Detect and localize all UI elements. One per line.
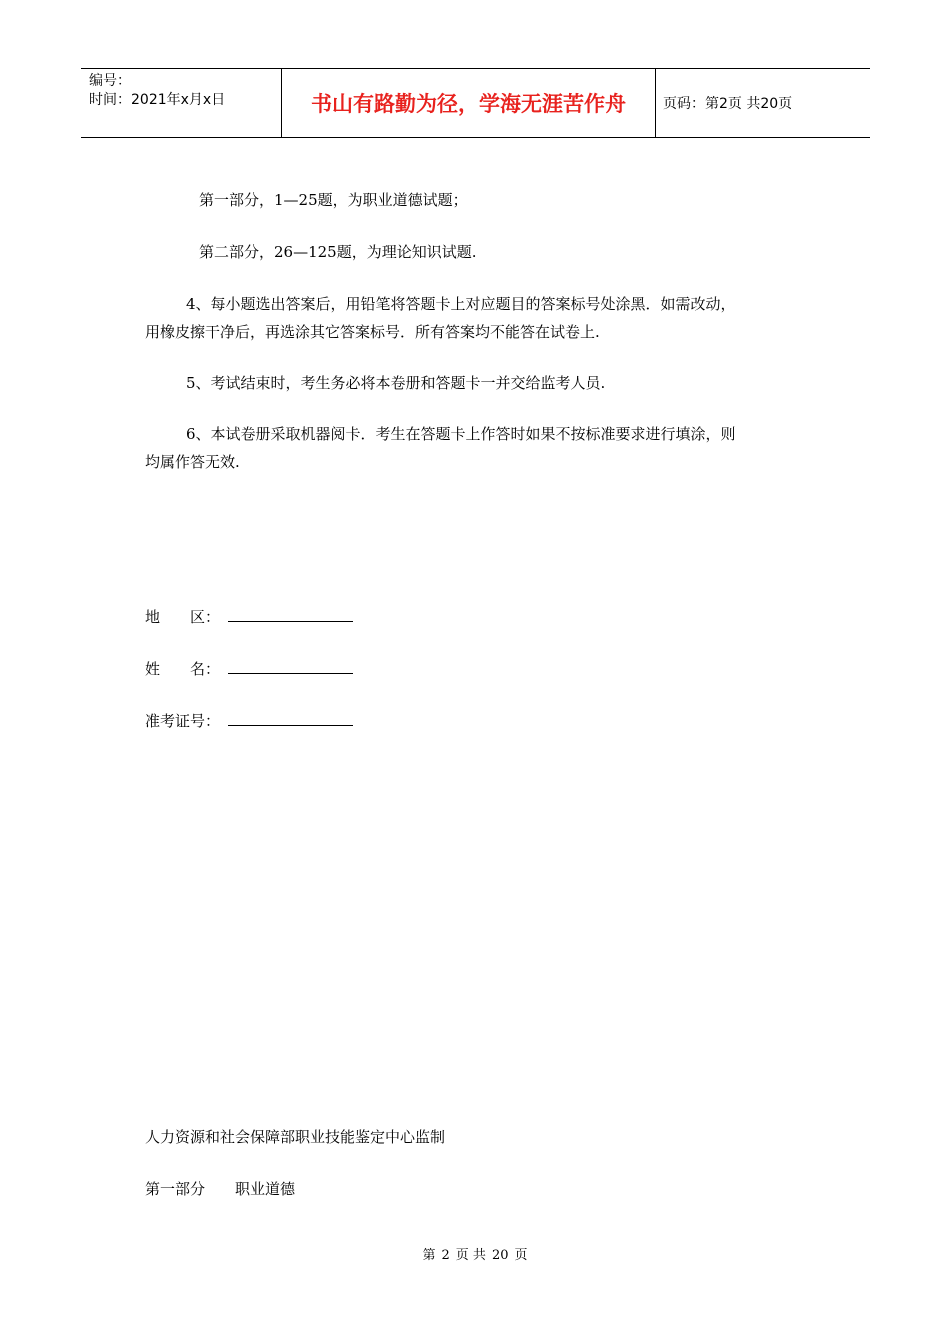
instruction-6-line-2: 均属作答无效. bbox=[145, 453, 240, 471]
section-title: 第一部分 职业道德 bbox=[145, 1180, 296, 1198]
instruction-part-two: 第二部分，26—125题，为理论知识试题. bbox=[199, 243, 477, 261]
issuer-text: 人力资源和社会保障部职业技能鉴定中心监制 bbox=[145, 1128, 446, 1146]
instruction-4-line-1: 4、每小题选出答案后，用铅笔将答题卡上对应题目的答案标号处涂黑．如需改动， bbox=[186, 295, 736, 313]
document-time-label: 时间：2021年x月x日 bbox=[89, 92, 226, 108]
page-header bbox=[81, 68, 870, 138]
name-field-row bbox=[145, 658, 353, 679]
header-page-indicator: 页码：第2页 共20页 bbox=[663, 96, 793, 112]
ticket-number-label: 准考证号： bbox=[145, 712, 221, 730]
instruction-6-line-1: 6、本试卷册采取机器阅卡．考生在答题卡上作答时如果不按标准要求进行填涂，则 bbox=[186, 425, 736, 443]
instruction-4-line-2: 用橡皮擦干净后，再选涂其它答案标号．所有答案均不能答在试卷上. bbox=[145, 323, 600, 341]
header-motto: 书山有路勤为径，学海无涯苦作舟 bbox=[311, 92, 626, 116]
footer-page-number: 2 bbox=[441, 1248, 450, 1263]
header-center-cell bbox=[281, 69, 656, 137]
region-field-row bbox=[145, 606, 353, 627]
region-blank-line[interactable] bbox=[228, 606, 353, 622]
instruction-part-one: 第一部分，1—25题，为职业道德试题； bbox=[199, 191, 468, 209]
header-left-cell bbox=[81, 69, 281, 137]
ticket-number-field-row bbox=[145, 710, 353, 731]
footer-prefix: 第 bbox=[422, 1248, 436, 1263]
footer-mid: 页 共 bbox=[455, 1248, 486, 1263]
ticket-number-blank-line[interactable] bbox=[228, 710, 353, 726]
footer-suffix: 页 bbox=[514, 1248, 528, 1263]
header-right-cell bbox=[655, 69, 870, 137]
page-footer bbox=[0, 1247, 950, 1265]
document-number-label: 编号： bbox=[89, 73, 131, 89]
name-label: 姓 名： bbox=[145, 660, 221, 678]
name-blank-line[interactable] bbox=[228, 658, 353, 674]
region-label: 地 区： bbox=[145, 608, 221, 626]
footer-total-pages: 20 bbox=[491, 1248, 509, 1263]
instruction-5: 5、考试结束时，考生务必将本卷册和答题卡一并交给监考人员. bbox=[186, 374, 606, 392]
